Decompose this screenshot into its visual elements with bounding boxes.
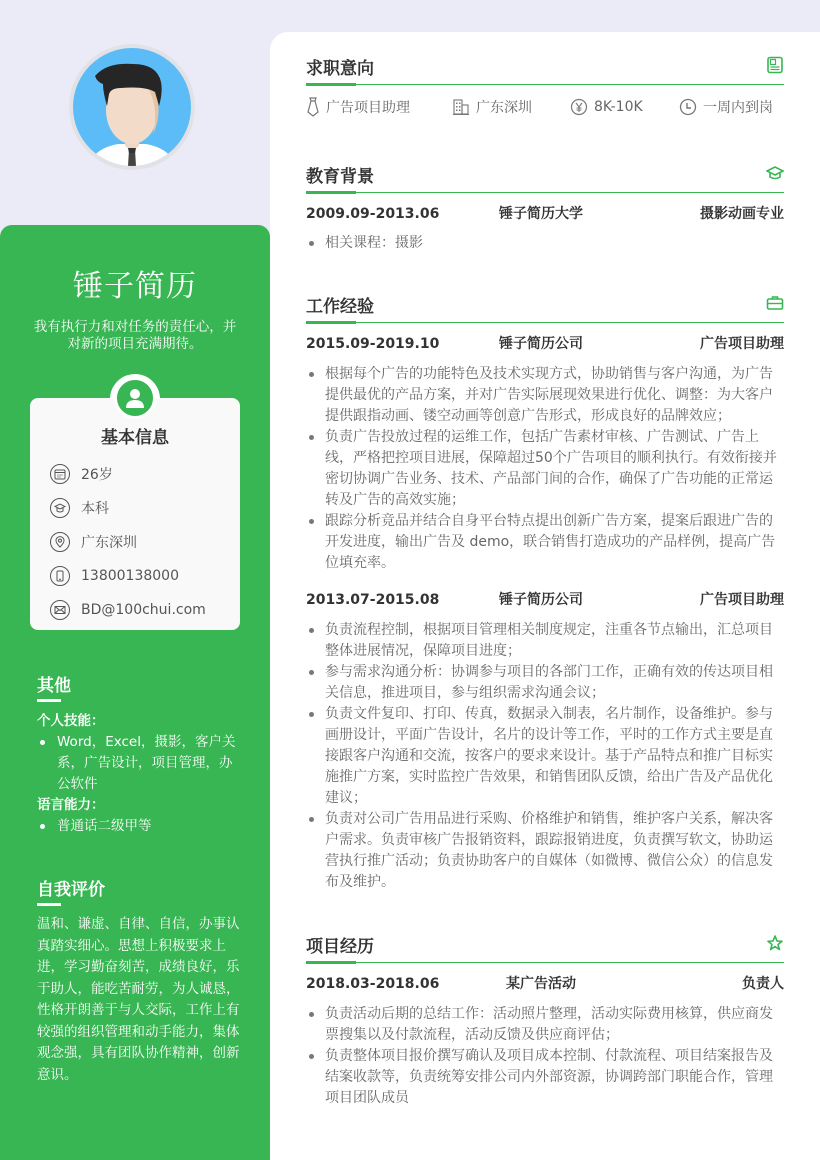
- education-school: 锤子简历大学: [499, 206, 583, 222]
- other-title: 其他: [37, 671, 242, 702]
- project-bullets: [306, 1004, 784, 1109]
- work-header: [306, 294, 784, 323]
- project-period: 2018.03-2018.06: [306, 976, 440, 992]
- graduation-cap-icon: [766, 164, 784, 182]
- info-age-value: 26岁: [81, 467, 113, 483]
- tie-icon: [306, 97, 320, 117]
- star-icon: [766, 934, 784, 952]
- skills-label: 个人技能：: [37, 713, 105, 729]
- user-icon: [114, 377, 156, 419]
- work-bullet: 负责对公司广告用品进行采购、价格维护和销售，维护客户关系，解决客户需求。负责审核广告报销资料，跟踪报销进度，负责撰写软文，协助运营执行推广活动；负责协助客户的自媒体（如微博、微信公众）的信息发布及维护。: [306, 809, 784, 893]
- intent-position: [306, 97, 452, 117]
- intent-city: [452, 97, 570, 117]
- work-role: 广告项目助理: [700, 336, 784, 352]
- education-bullet: 相关课程：摄影: [306, 233, 784, 254]
- info-education-value: 本科: [81, 501, 109, 517]
- info-phone-value: 13800138000: [81, 568, 179, 584]
- location-pin-icon: [50, 532, 70, 552]
- intent-salary-value: 8K-10K: [594, 99, 643, 115]
- candidate-motto: 我有执行力和对任务的责任心，并对新的项目充满期待。: [33, 319, 237, 352]
- projects-title: 项目经历: [306, 937, 374, 957]
- intent-city-value: 广东深圳: [476, 100, 532, 116]
- work-bullet: 负责文件复印、打印、传真，数据录入制表，名片制作，设备维护。参与画册设计，平面广告设计，名片的设计等工作，平时的工作方式主要是直接跟客户沟通和交流，按客户的要求来设计。基于产品特点和推广目标实施推广方案，实时监控广告效果，和销售团队反馈，给出广告及产品优化建议；: [306, 704, 784, 809]
- education-entry-header: [306, 205, 784, 223]
- job-intent-row: [306, 97, 784, 117]
- work-bullets: [306, 364, 784, 574]
- self-eval-text: 温和、谦虚、自律、自信，办事认真踏实细心。思想上积极要求上进，学习勤奋刻苦，成绩良好，乐于助人，能吃苦耐劳，为人诚恳，性格开朗善于与人交际，工作上有较强的组织管理和动手能力，集体观念强，具有团队协作精神，创新意识。: [37, 916, 240, 1083]
- info-email: [50, 593, 240, 627]
- info-location-value: 广东深圳: [81, 535, 137, 551]
- work-period: 2013.07-2015.08: [306, 592, 440, 608]
- work-role: 广告项目助理: [700, 592, 784, 608]
- intent-position-value: 广告项目助理: [326, 100, 410, 116]
- work-bullet: 负责广告投放过程的运维工作，包括广告素材审核、广告测试、广告上线，严格把控项目进展，保障超过50个广告项目的顺利执行。有效衔接并密切协调广告业务、技术、产品部门间的合作，确保了广告功能的正常运转及广告的高效实施；: [306, 427, 784, 511]
- intent-salary: [570, 97, 679, 117]
- info-age: [50, 457, 240, 491]
- other-section: [37, 671, 242, 837]
- work-company: 锤子简历公司: [499, 336, 583, 352]
- project-role: 负责人: [742, 976, 784, 992]
- language-label: 语言能力：: [37, 797, 105, 813]
- person-illustration-icon: [73, 48, 191, 166]
- basic-info-card: [30, 398, 240, 630]
- work-company: 锤子简历公司: [499, 592, 583, 608]
- education-title: 教育背景: [306, 167, 374, 187]
- job-intent-header: [306, 56, 784, 85]
- education-section: [306, 164, 784, 254]
- calendar-icon: [50, 464, 70, 484]
- projects-header: [306, 934, 784, 963]
- skills-item: Word，Excel，摄影，客户关系，广告设计，项目管理，办公软件: [37, 732, 242, 795]
- basic-info-list: [30, 457, 240, 627]
- info-email-value: BD@100chui.com: [81, 602, 206, 618]
- language-list: [37, 816, 242, 837]
- job-intent-section: [306, 56, 784, 117]
- sidebar: [0, 225, 270, 1160]
- main-content: [270, 32, 820, 1160]
- work-period: 2015.09-2019.10: [306, 336, 440, 352]
- document-icon: [766, 56, 784, 74]
- mail-icon: [50, 600, 70, 620]
- clock-icon: [679, 98, 697, 116]
- language-item: 普通话二级甲等: [37, 816, 242, 837]
- info-phone: [50, 559, 240, 593]
- project-name: 某广告活动: [506, 976, 576, 992]
- basic-info-title: 基本信息: [101, 428, 169, 448]
- work-bullet: 参与需求沟通分析：协调参与项目的各部门工作，正确有效的传达项目相关信息，推进项目，参与组织需求沟通会议；: [306, 662, 784, 704]
- info-education: [50, 491, 240, 525]
- self-eval-section: [37, 875, 242, 1086]
- intent-availability: [679, 97, 773, 117]
- project-entry-header: [306, 975, 784, 993]
- education-bullets: [306, 233, 784, 254]
- work-bullets: [306, 620, 784, 893]
- skills-list: [37, 732, 242, 795]
- self-eval-title: 自我评价: [37, 875, 242, 906]
- projects-section: [306, 934, 784, 1109]
- building-icon: [452, 98, 470, 116]
- graduation-cap-icon: [50, 498, 70, 518]
- education-period: 2009.09-2013.06: [306, 206, 440, 222]
- work-bullet: 跟踪分析竞品并结合自身平台特点提出创新广告方案，提案后跟进广告的开发进度，输出广告及 demo，联合销售打造成功的产品样例，提高广告位填充率。: [306, 511, 784, 574]
- work-bullet: 负责流程控制，根据项目管理相关制度规定，注重各节点输出，汇总项目整体进展情况，保障项目进度；: [306, 620, 784, 662]
- education-header: [306, 164, 784, 193]
- info-location: [50, 525, 240, 559]
- phone-icon: [50, 566, 70, 586]
- work-section: [306, 294, 784, 893]
- avatar: [69, 44, 195, 170]
- project-bullet: 负责活动后期的总结工作：活动照片整理，活动实际费用核算，供应商发票搜集以及付款流程，活动反馈及供应商评估；: [306, 1004, 784, 1046]
- work-entry-header: [306, 591, 784, 609]
- work-bullet: 根据每个广告的功能特色及技术实现方式，协助销售与客户沟通，为广告提供最优的产品方案，并对广告实际展现效果进行优化、调整：为大客户提供跟指动画、镂空动画等创意广告形式，形成良好的品牌效应；: [306, 364, 784, 427]
- briefcase-icon: [766, 294, 784, 312]
- job-intent-title: 求职意向: [306, 59, 374, 79]
- education-major: 摄影动画专业: [700, 206, 784, 222]
- yen-icon: [570, 98, 588, 116]
- avatar-image: [73, 48, 191, 166]
- project-bullet: 负责整体项目报价撰写确认及项目成本控制、付款流程、项目结案报告及结案收款等，负责统筹安排公司内外部资源，协调跨部门职能合作，管理项目团队成员: [306, 1046, 784, 1109]
- intent-availability-value: 一周内到岗: [703, 100, 773, 116]
- work-entry-header: [306, 335, 784, 353]
- candidate-name: 锤子简历: [73, 269, 197, 304]
- work-title: 工作经验: [306, 297, 374, 317]
